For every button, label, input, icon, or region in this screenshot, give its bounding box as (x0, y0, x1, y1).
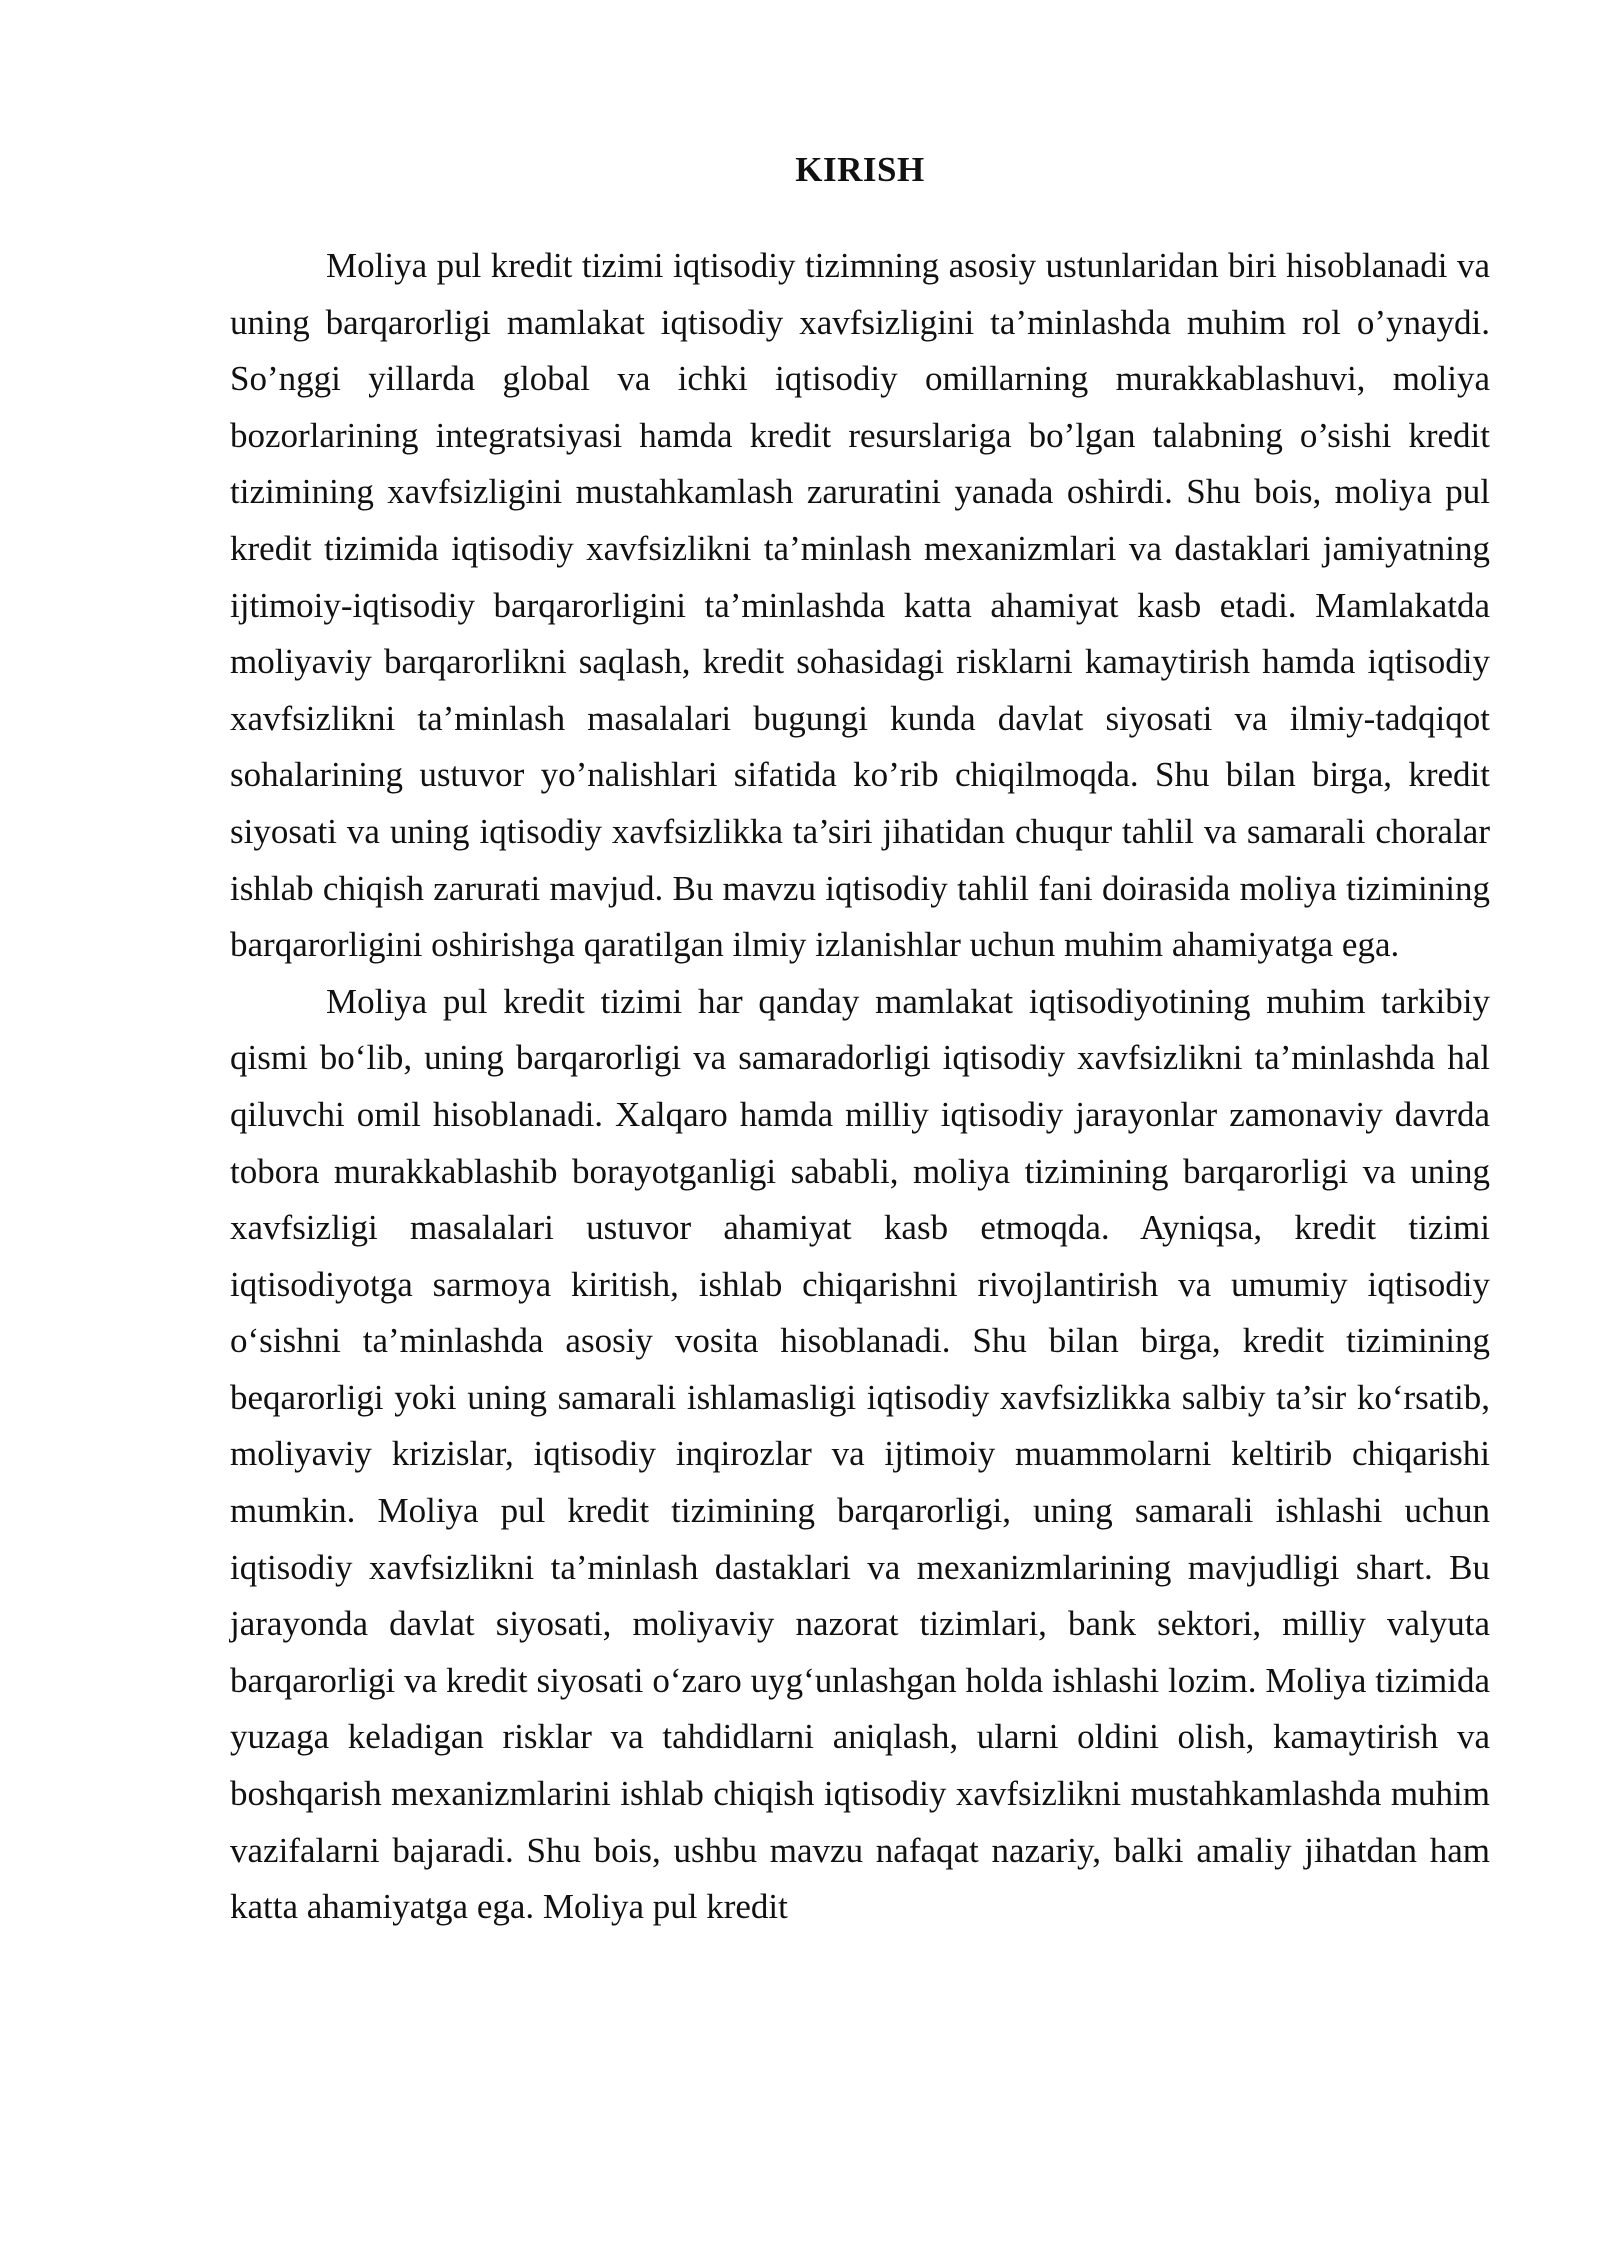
paragraph: Moliya pul kredit tizimi har qanday mamlakat iqtisodiyotining muhim tarkibiy qismi bo‘lib, uning barqarorligi va samaradorligi iqtisodiy xavfsizlikni ta’minlashda hal qiluvchi omil hisoblanadi. Xalqaro hamda milliy iqtisodiy jarayonlar zamonaviy davrda tobora murakkablashib borayotganligi sababli, moliya tizimining barqarorligi va uning xavfsizligi masalalari ustuvor ahamiyat kasb etmoqda. Ayniqsa, kredit tizimi iqtisodiyotga sarmoya kiritish, ishlab chiqarishni rivojlantirish va umumiy iqtisodiy o‘sishni ta’minlashda asosiy vosita hisoblanadi. Shu bilan birga, kredit tizimining beqarorligi yoki uning samarali ishlamasligi iqtisodiy xavfsizlikka salbiy ta’sir ko‘rsatib, moliyaviy krizislar, iqtisodiy inqirozlar va ijtimoiy muammolarni keltirib chiqarishi mumkin. Moliya pul kredit tizimining barqarorligi, uning samarali ishlashi uchun iqtisodiy xavfsizlikni ta’minlash dastaklari va mexanizmlarining mavjudligi shart. Bu jarayonda davlat siyosati, moliyaviy nazorat tizimlari, bank sektori, milliy valyuta barqarorligi va kredit siyosati o‘zaro uyg‘unlashgan holda ishlashi lozim. Moliya tizimida yuzaga keladigan risklar va tahdidlarni aniqlash, ularni oldini olish, kamaytirish va boshqarish mexanizmlarini ishlab chiqish iqtisodiy xavfsizlikni mustahkamlashda muhim vazifalarni bajaradi. Shu bois, ushbu mavzu nafaqat nazariy, balki amaliy jihatdan ham katta ahamiyatga ega. Moliya pul kredit (230, 981, 1490, 1927)
section-heading: KIRISH (795, 150, 925, 189)
body-text (230, 238, 1490, 1936)
paragraph: Moliya pul kredit tizimi iqtisodiy tizimning asosiy ustunlaridan biri hisoblanadi va uning barqarorligi mamlakat iqtisodiy xavfsizligini ta’minlashda muhim rol o’ynaydi. So’nggi yillarda global va ichki iqtisodiy omillarning murakkablashuvi, moliya bozorlarining integratsiyasi hamda kredit resurslariga bo’lgan talabning o’sishi kredit tizimining xavfsizligini mustahkamlash zaruratini yanada oshirdi. Shu bois, moliya pul kredit tizimida iqtisodiy xavfsizlikni ta’minlash mexanizmlari va dastaklari jamiyatning ijtimoiy-iqtisodiy barqarorligini ta’minlashda katta ahamiyat kasb etadi. Mamlakatda moliyaviy barqarorlikni saqlash, kredit sohasidagi risklarni kamaytirish hamda iqtisodiy xavfsizlikni ta’minlash masalalari bugungi kunda davlat siyosati va ilmiy-tadqiqot sohalarining ustuvor yo’nalishlari sifatida ko’rib chiqilmoqda. Shu bilan birga, kredit siyosati va uning iqtisodiy xavfsizlikka ta’siri jihatidan chuqur tahlil va samarali choralar ishlab chiqish zarurati mavjud. Bu mavzu iqtisodiy tahlil fani doirasida moliya tizimining barqarorligini oshirishga qaratilgan ilmiy izlanishlar uchun muhim ahamiyatga ega. (230, 246, 1490, 965)
